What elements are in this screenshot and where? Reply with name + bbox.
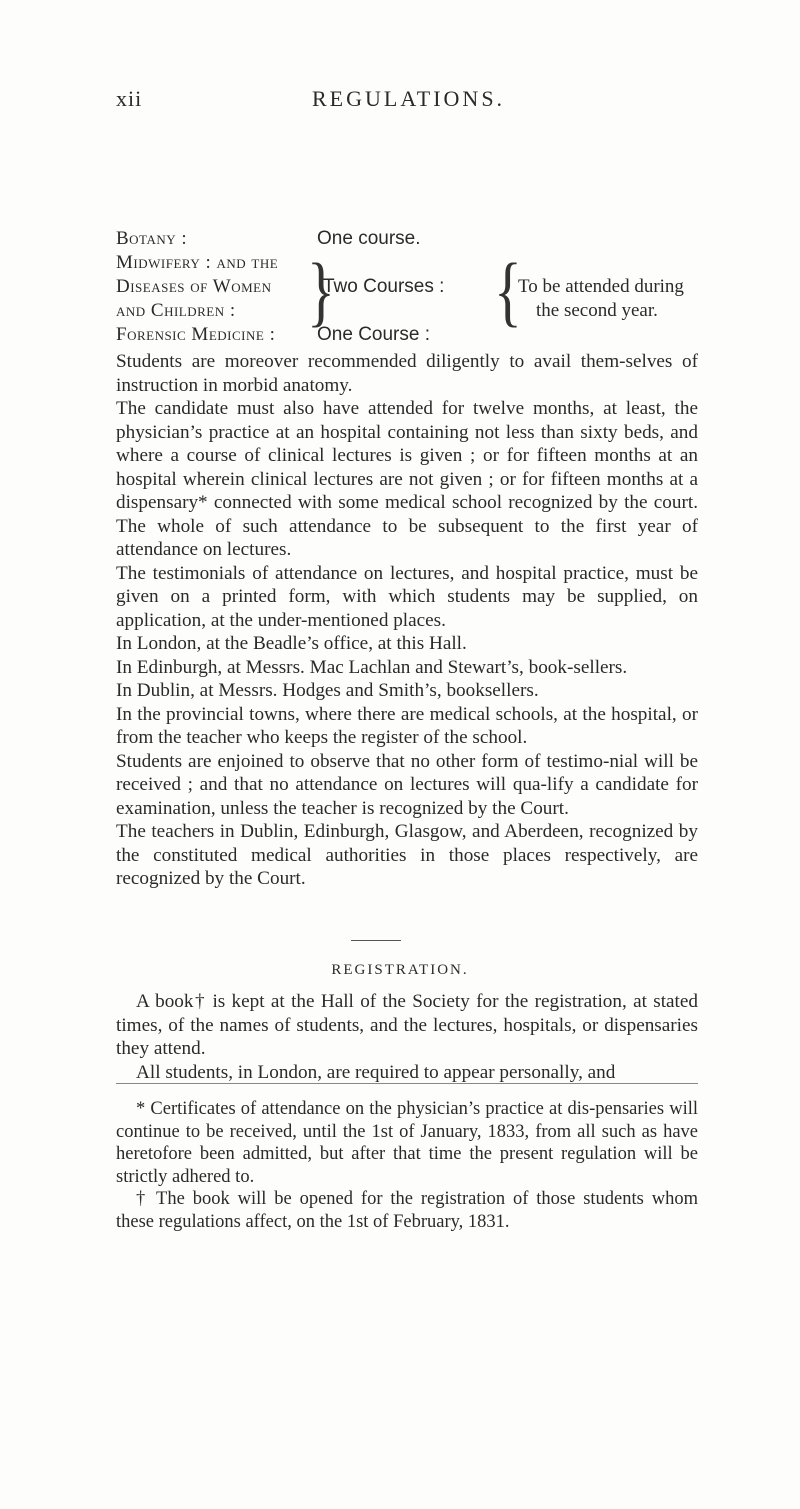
- subject-botany: Botany :: [116, 228, 188, 249]
- footnote: † The book will be opened for the registration of those students whom these regulations affect, on the 1st of February, 1831.: [116, 1189, 698, 1232]
- page-header: [0, 86, 800, 116]
- subject-midwifery-line3: and Children :: [116, 300, 236, 321]
- paragraph: In the provincial towns, where there are medical schools, at the hospital, or from the teacher who keeps the register of the school.: [116, 703, 698, 748]
- right-brace-icon: }: [307, 246, 335, 335]
- paragraph: In Edinburgh, at Messrs. Mac Lachlan and Stewart’s, book-sellers.: [116, 656, 628, 678]
- regulations-text: [116, 350, 698, 891]
- paragraph: A book† is kept at the Hall of the Society for the registration, at stated times, of the names of students, and the lectures, hospitals, or dispensaries they attend.: [116, 991, 698, 1059]
- paragraph: In London, at the Beadle’s office, at this Hall.: [116, 633, 467, 654]
- subject-midwifery-line1: Midwifery : and the: [116, 252, 279, 273]
- section-divider: [351, 940, 401, 941]
- table-note-line2: the second year.: [536, 300, 658, 321]
- paragraph: In Dublin, at Messrs. Hodges and Smith’s, booksellers.: [116, 680, 539, 701]
- paragraph: All students, in London, are required to appear personally, and: [136, 1061, 616, 1083]
- paragraph: The teachers in Dublin, Edinburgh, Glasgow, and Aberdeen, recognized by the constituted medical authorities in those places respectively, are recognized by the Court.: [116, 821, 698, 889]
- footnotes: [116, 1098, 698, 1233]
- left-brace-icon: {: [494, 246, 522, 335]
- page-number: xii: [116, 86, 143, 111]
- footnote: * Certificates of attendance on the physician’s practice at dis-pensaries will continue to be received, until the 1st of January, 1833, from all such as have heretofore been admitted, but after that time the present regulation will be strictly adhered to.: [116, 1099, 698, 1187]
- courses-forensic: One Course :: [317, 324, 430, 345]
- subject-midwifery-line2: Diseases of Women: [116, 276, 272, 297]
- courses-midwifery: Two Courses :: [323, 276, 445, 297]
- footnote-rule: [116, 1083, 698, 1084]
- courses-botany: One course.: [317, 228, 421, 249]
- registration-heading: REGISTRATION.: [331, 962, 469, 978]
- paragraph: The candidate must also have attended for twelve months, at least, the physician’s practice at an hospital containing not less than sixty beds, and where a course of clinical lectures is given ; or for fifteen months at an hospital wherein clinical lectures are not given ; or for fifteen months at a dispensary* connected with some medical school recognized by the court. The whole of such attendance to be subsequent to the first year of attendance on lectures.: [116, 398, 698, 560]
- registration-text: [116, 990, 698, 1084]
- paragraph: Students are moreover recommended diligently to avail them-selves of instruction in morbid anatomy.: [116, 351, 698, 396]
- running-title: REGULATIONS.: [312, 86, 506, 111]
- paragraph: The testimonials of attendance on lectures, and hospital practice, must be given on a printed form, with which students may be supplied, on application, at the under-mentioned places.: [116, 562, 698, 631]
- paragraph: Students are enjoined to observe that no other form of testimo-nial will be received ; and that no attendance on lectures will qua-lify a candidate for examination, unless the teacher is recognized by the Court.: [116, 750, 698, 819]
- table-note-line1: To be attended during: [518, 276, 684, 297]
- subject-forensic: Forensic Medicine :: [116, 324, 276, 345]
